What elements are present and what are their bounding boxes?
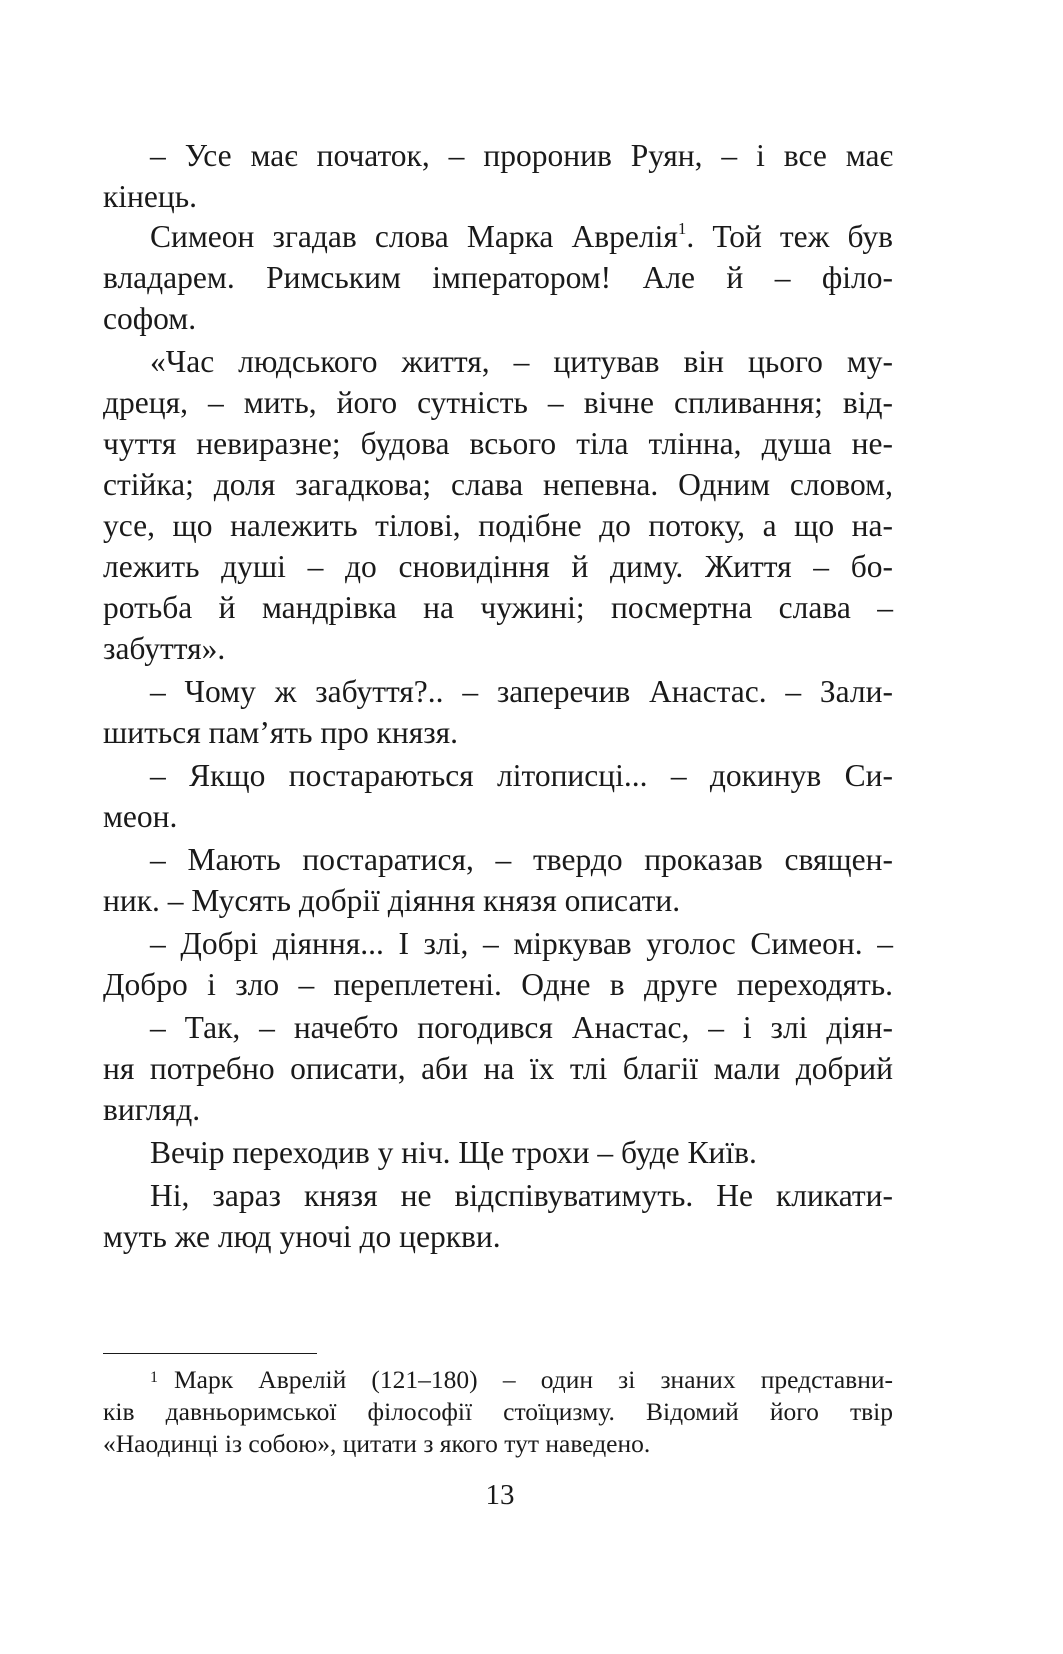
text-line: забуття». [103, 631, 226, 666]
text-line: шиться пам’ять про князя. [103, 715, 459, 750]
text-line: «Час людського життя, – цитував він цього му- [150, 344, 893, 379]
text-line: – Добрі діяння... І злі, – міркував уголос Симеон. – [150, 926, 893, 961]
text-line: муть же люд уночі до церкви. [103, 1219, 501, 1254]
footnote-text: Марк Аврелій (121–180) – один зі знаних представни- [174, 1365, 893, 1394]
text-line: меон. [103, 799, 178, 834]
text-line: софом. [103, 301, 197, 336]
footnote-reference: 1 [677, 218, 687, 238]
text-line: усе, що належить тілові, подібне до потоку, а що на- [103, 508, 893, 543]
text-line: Добро і зло – переплетені. Одне в друге переходять. [103, 967, 893, 1002]
page-number: 13 [485, 1479, 515, 1511]
text-line: – Чому ж забуття?.. – заперечив Анастас. – Зали- [150, 674, 893, 709]
footnote-line: «Наодинці із собою», цитати з якого тут наведено. [103, 1429, 651, 1458]
text-line [150, 215, 893, 259]
text-line: ня потребно описати, аби на їх тлі благії мали добрий [103, 1051, 893, 1086]
text-line: владарем. Римським імператором! Але й – філо- [103, 260, 893, 295]
text-line: ротьба й мандрівка на чужині; посмертна слава – [103, 590, 893, 625]
text-span: . Той теж був [686, 219, 893, 254]
text-line: лежить душі – до сновидіння й диму. Життя – бо- [103, 549, 893, 584]
text-span: Симеон згадав слова Марка Аврелія [150, 219, 678, 254]
text-line: Вечір переходив у ніч. Ще трохи – буде Київ. [150, 1135, 757, 1170]
text-line: чуття невиразне; будова всього тіла тлінна, душа не- [103, 426, 893, 461]
text-line: вигляд. [103, 1092, 201, 1127]
text-line: Ні, зараз князя не відспівуватимуть. Не кликати- [150, 1178, 893, 1213]
text-line: – Мають постаратися, – твердо проказав священ- [150, 842, 893, 877]
text-line: ник. – Мусять добрії діяння князя описати. [103, 883, 681, 918]
footnote-separator [103, 1353, 317, 1354]
text-line: – Усе має початок, – проронив Руян, – і все має [150, 138, 893, 173]
text-line: дреця, – мить, його сутність – вічне спливання; від- [103, 385, 893, 420]
footnote-number: 1 [150, 1369, 158, 1386]
text-line: кінець. [103, 179, 197, 214]
text-line: стійка; доля загадкова; слава непевна. Одним словом, [103, 467, 893, 502]
footnote-line: ків давньоримської філософії стоїцизму. Відомий його твір [103, 1397, 893, 1426]
text-line: – Так, – начебто погодився Анастас, – і злі діян- [150, 1010, 893, 1045]
text-line: – Якщо постараються літописці... – докинув Си- [150, 758, 893, 793]
